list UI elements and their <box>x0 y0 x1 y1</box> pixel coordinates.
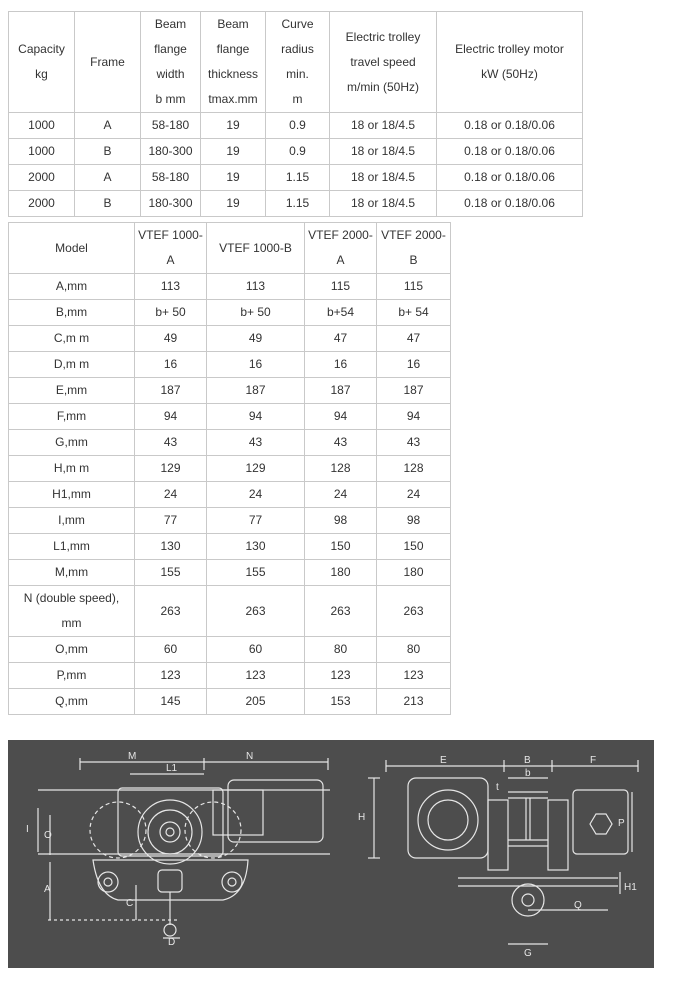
cell-text: 2000 <box>28 196 55 210</box>
header-text: VTEF 2000- A <box>308 228 373 267</box>
cell-text: 123 <box>245 668 266 682</box>
cell-text: 263 <box>160 603 181 618</box>
table-cell <box>305 326 377 352</box>
table-cell <box>207 508 305 534</box>
cell-text: 187 <box>245 383 266 397</box>
table-cell <box>141 113 201 139</box>
table-cell <box>207 326 305 352</box>
header-cell <box>437 12 583 113</box>
cell-text: 43 <box>333 435 348 449</box>
table-row <box>9 378 451 404</box>
table-cell <box>377 352 451 378</box>
table-row <box>9 165 583 191</box>
cell-text: 145 <box>160 694 181 708</box>
cell-text: 130 <box>245 539 266 553</box>
header-text: VTEF 1000- A <box>138 228 203 267</box>
cell-text: 24 <box>248 487 263 501</box>
label-q: Q <box>574 900 582 911</box>
table-cell <box>207 482 305 508</box>
table-cell <box>437 113 583 139</box>
cell-text: 0.18 or 0.18/0.06 <box>464 118 555 132</box>
header-text: Model <box>55 240 88 255</box>
table-cell <box>9 456 135 482</box>
header-text: Capacity kg <box>18 42 65 81</box>
table-row <box>9 482 451 508</box>
table-cell <box>330 165 437 191</box>
header-cell <box>377 223 451 274</box>
table-cell <box>75 139 141 165</box>
table-cell <box>9 404 135 430</box>
table-cell <box>135 300 207 326</box>
cell-text: H,m m <box>53 461 90 475</box>
cell-text: 155 <box>245 565 266 579</box>
cell-text: 263 <box>330 603 351 618</box>
table-cell <box>377 560 451 586</box>
cell-text: 47 <box>406 331 421 345</box>
cell-text: N (double speed), mm <box>23 591 120 630</box>
label-t: t <box>496 782 499 793</box>
table-cell <box>75 191 141 217</box>
table-cell <box>377 326 451 352</box>
table-cell <box>305 534 377 560</box>
table-cell <box>330 113 437 139</box>
table-cell <box>207 300 305 326</box>
table-cell <box>135 352 207 378</box>
table-cell <box>305 689 377 715</box>
table-row <box>9 663 451 689</box>
table-cell <box>377 534 451 560</box>
table-cell <box>207 404 305 430</box>
table-cell <box>75 165 141 191</box>
cell-text: 113 <box>160 279 181 293</box>
table-cell <box>135 404 207 430</box>
cell-text: 60 <box>248 642 263 656</box>
cell-text: 94 <box>248 409 263 423</box>
table-cell <box>437 165 583 191</box>
header-row <box>9 12 583 113</box>
table-cell <box>9 637 135 663</box>
cell-text: 16 <box>163 357 178 371</box>
cell-text: 128 <box>403 461 424 475</box>
header-cell <box>141 12 201 113</box>
cell-text: 129 <box>245 461 266 475</box>
cell-text: 43 <box>163 435 178 449</box>
table-cell <box>207 663 305 689</box>
table-cell <box>377 430 451 456</box>
header-cell <box>330 12 437 113</box>
header-row <box>9 223 451 274</box>
table-cell <box>135 482 207 508</box>
label-b: B <box>524 755 531 766</box>
cell-text: 18 or 18/4.5 <box>350 170 416 184</box>
table-cell <box>305 663 377 689</box>
table-cell <box>9 689 135 715</box>
cell-text: 16 <box>406 357 421 371</box>
table-cell <box>135 663 207 689</box>
cell-text: 128 <box>330 461 351 475</box>
table-cell <box>201 139 266 165</box>
table-cell <box>377 378 451 404</box>
table-cell <box>207 534 305 560</box>
table-cell <box>305 482 377 508</box>
cell-text: 18 or 18/4.5 <box>350 144 416 158</box>
table-cell <box>135 689 207 715</box>
cell-text: 16 <box>333 357 348 371</box>
table-cell <box>377 689 451 715</box>
specs-table <box>8 11 583 217</box>
header-text: Frame <box>90 54 125 69</box>
cell-text: 213 <box>403 694 424 708</box>
header-text: VTEF 2000- B <box>381 228 446 267</box>
cell-text: M,mm <box>54 565 89 579</box>
cell-text: 18 or 18/4.5 <box>350 196 416 210</box>
table-cell <box>305 508 377 534</box>
table-row <box>9 326 451 352</box>
cell-text: 180 <box>330 565 351 579</box>
table-cell <box>266 165 330 191</box>
cell-text: 19 <box>226 170 240 184</box>
table-cell <box>377 300 451 326</box>
label-m: M <box>128 751 137 762</box>
table-cell <box>9 560 135 586</box>
cell-text: D,m m <box>53 357 90 371</box>
cell-text: 2000 <box>28 170 55 184</box>
table-cell <box>305 430 377 456</box>
table-cell <box>377 274 451 300</box>
cell-text: 187 <box>330 383 351 397</box>
table-cell <box>305 352 377 378</box>
cell-text: E,mm <box>55 383 88 397</box>
table-row <box>9 113 583 139</box>
cell-text: 1000 <box>28 118 55 132</box>
cell-text: 129 <box>160 461 181 475</box>
cell-text: P,mm <box>56 668 87 682</box>
cell-text: Q,mm <box>55 694 88 708</box>
table-cell <box>9 378 135 404</box>
table-cell <box>207 586 305 637</box>
table-cell <box>437 191 583 217</box>
cell-text: 1000 <box>28 144 55 158</box>
cell-text: H1,mm <box>52 487 91 501</box>
table-row <box>9 637 451 663</box>
header-cell <box>201 12 266 113</box>
cell-text: 123 <box>160 668 181 682</box>
table-cell <box>135 274 207 300</box>
table-row <box>9 300 451 326</box>
table-row <box>9 534 451 560</box>
table-cell <box>135 560 207 586</box>
table-row <box>9 508 451 534</box>
header-cell <box>9 223 135 274</box>
end-view-drawing <box>368 760 638 944</box>
cell-text: 150 <box>403 539 424 553</box>
table-cell <box>9 274 135 300</box>
header-cell <box>207 223 305 274</box>
table-cell <box>141 165 201 191</box>
label-h: H <box>358 812 366 823</box>
cell-text: 94 <box>333 409 348 423</box>
cell-text: B <box>103 144 112 158</box>
cell-text: 187 <box>160 383 181 397</box>
table-row <box>9 560 451 586</box>
table-cell <box>75 113 141 139</box>
table-row <box>9 404 451 430</box>
cell-text: 0.9 <box>289 118 306 132</box>
table-row <box>9 274 451 300</box>
cell-text: 98 <box>333 513 348 527</box>
table-cell <box>201 191 266 217</box>
cell-text: 49 <box>248 331 263 345</box>
cell-text: b+ 50 <box>155 305 186 319</box>
cell-text: 58-180 <box>151 170 190 184</box>
cell-text: C,m m <box>53 331 90 345</box>
cell-text: 24 <box>406 487 421 501</box>
side-view-drawing <box>38 758 330 938</box>
table-cell <box>377 456 451 482</box>
table-cell <box>201 113 266 139</box>
table-cell <box>135 534 207 560</box>
table-cell <box>305 456 377 482</box>
label-i: I <box>26 824 29 835</box>
table-cell <box>330 139 437 165</box>
table-cell <box>9 586 135 637</box>
table-cell <box>9 113 75 139</box>
cell-text: 180-300 <box>148 144 193 158</box>
table-cell <box>377 637 451 663</box>
cell-text: 0.9 <box>289 144 306 158</box>
table-cell <box>9 508 135 534</box>
cell-text: 123 <box>403 668 424 682</box>
cell-text: 77 <box>163 513 178 527</box>
header-text: VTEF 1000-B <box>219 240 292 255</box>
table-cell <box>305 404 377 430</box>
cell-text: F,mm <box>56 409 87 423</box>
table-cell <box>207 352 305 378</box>
table-row <box>9 139 583 165</box>
cell-text: L1,mm <box>53 539 90 553</box>
table-cell <box>305 560 377 586</box>
table-cell <box>377 586 451 637</box>
cell-text: 1.15 <box>285 196 310 210</box>
table-cell <box>266 191 330 217</box>
cell-text: 113 <box>245 279 266 293</box>
cell-text: 80 <box>406 642 421 656</box>
table-cell <box>207 430 305 456</box>
table-cell <box>141 139 201 165</box>
cell-text: 180-300 <box>148 196 193 210</box>
header-cell <box>305 223 377 274</box>
table-cell <box>135 326 207 352</box>
table-cell <box>9 326 135 352</box>
table-cell <box>207 378 305 404</box>
cell-text: 19 <box>226 196 240 210</box>
cell-text: 80 <box>333 642 348 656</box>
label-l1: L1 <box>166 763 178 774</box>
label-small-b: b <box>525 768 531 779</box>
diagram-drawing <box>8 740 654 968</box>
cell-text: 263 <box>403 603 424 618</box>
header-text: Curve radius min. m <box>281 17 314 106</box>
header-text: Beam flange width b mm <box>154 17 187 106</box>
cell-text: I,mm <box>58 513 85 527</box>
table-cell <box>9 352 135 378</box>
table-cell <box>9 139 75 165</box>
table-cell <box>135 430 207 456</box>
table-cell <box>135 508 207 534</box>
table-cell <box>377 404 451 430</box>
cell-text: 58-180 <box>151 118 190 132</box>
cell-text: 180 <box>403 565 424 579</box>
cell-text: 60 <box>163 642 178 656</box>
cell-text: A <box>103 170 112 184</box>
table-cell <box>9 663 135 689</box>
table-cell <box>201 165 266 191</box>
label-c: C <box>126 898 134 909</box>
label-p: P <box>618 818 625 829</box>
cell-text: b+ 50 <box>240 305 271 319</box>
cell-text: 0.18 or 0.18/0.06 <box>464 196 555 210</box>
table-cell <box>135 378 207 404</box>
cell-text: 19 <box>226 118 240 132</box>
cell-text: 94 <box>406 409 421 423</box>
header-cell <box>75 12 141 113</box>
cell-text: 24 <box>163 487 178 501</box>
cell-text: 115 <box>330 279 351 293</box>
label-g: G <box>524 948 532 959</box>
cell-text: B,mm <box>55 305 88 319</box>
table-cell <box>9 482 135 508</box>
header-cell <box>135 223 207 274</box>
label-d: D <box>168 937 176 948</box>
dimensions-table <box>8 222 451 715</box>
table-cell <box>207 456 305 482</box>
table-cell <box>9 300 135 326</box>
table-cell <box>9 165 75 191</box>
label-e: E <box>440 755 447 766</box>
table-cell <box>9 191 75 217</box>
table-row <box>9 689 451 715</box>
cell-text: 130 <box>160 539 181 553</box>
cell-text: 43 <box>406 435 421 449</box>
table-cell <box>305 586 377 637</box>
cell-text: 43 <box>248 435 263 449</box>
label-h1: H1 <box>624 882 637 893</box>
header-text: Electric trolley motor kW (50Hz) <box>455 42 564 81</box>
label-o: O <box>44 830 52 841</box>
cell-text: 24 <box>333 487 348 501</box>
table-cell <box>9 534 135 560</box>
cell-text: 16 <box>248 357 263 371</box>
table-cell <box>377 508 451 534</box>
cell-text: 205 <box>245 694 266 708</box>
table-cell <box>305 274 377 300</box>
cell-text: 155 <box>160 565 181 579</box>
cell-text: A <box>103 118 112 132</box>
cell-text: 115 <box>403 279 424 293</box>
cell-text: 1.15 <box>285 170 310 184</box>
table-cell <box>305 637 377 663</box>
header-text: Beam flange thickness tmax.mm <box>207 17 259 106</box>
cell-text: 263 <box>245 603 266 618</box>
cell-text: 150 <box>330 539 351 553</box>
cell-text: 123 <box>330 668 351 682</box>
cell-text: 47 <box>333 331 348 345</box>
cell-text: B <box>103 196 112 210</box>
cell-text: 0.18 or 0.18/0.06 <box>464 170 555 184</box>
cell-text: 18 or 18/4.5 <box>350 118 416 132</box>
table-cell <box>305 378 377 404</box>
table-cell <box>377 663 451 689</box>
table-cell <box>266 113 330 139</box>
table-cell <box>305 300 377 326</box>
header-text: Electric trolley travel speed m/min (50Hz) <box>345 29 421 94</box>
label-a: A <box>44 884 51 895</box>
cell-text: 187 <box>403 383 424 397</box>
table-cell <box>330 191 437 217</box>
table-cell <box>135 586 207 637</box>
label-f: F <box>590 755 597 766</box>
cell-text: 77 <box>248 513 263 527</box>
cell-text: O,mm <box>55 642 88 656</box>
table-cell <box>207 637 305 663</box>
cell-text: 94 <box>163 409 178 423</box>
cell-text: 19 <box>226 144 240 158</box>
cell-text: b+ 54 <box>398 305 429 319</box>
table-row <box>9 191 583 217</box>
trolley-dimension-diagram <box>8 740 654 968</box>
header-cell <box>9 12 75 113</box>
table-cell <box>377 482 451 508</box>
cell-text: 153 <box>330 694 351 708</box>
table-cell <box>437 139 583 165</box>
cell-text: G,mm <box>55 435 88 449</box>
table-cell <box>141 191 201 217</box>
cell-text: b+54 <box>326 305 355 319</box>
table-cell <box>207 274 305 300</box>
table-cell <box>9 430 135 456</box>
cell-text: 49 <box>163 331 178 345</box>
table-row <box>9 456 451 482</box>
table-cell <box>266 139 330 165</box>
table-cell <box>207 560 305 586</box>
table-row <box>9 586 451 637</box>
cell-text: 98 <box>406 513 421 527</box>
table-row <box>9 430 451 456</box>
table-cell <box>207 689 305 715</box>
table-row <box>9 352 451 378</box>
table-cell <box>135 637 207 663</box>
header-cell <box>266 12 330 113</box>
cell-text: 0.18 or 0.18/0.06 <box>464 144 555 158</box>
cell-text: A,mm <box>55 279 88 293</box>
label-n: N <box>246 751 254 762</box>
table-cell <box>135 456 207 482</box>
